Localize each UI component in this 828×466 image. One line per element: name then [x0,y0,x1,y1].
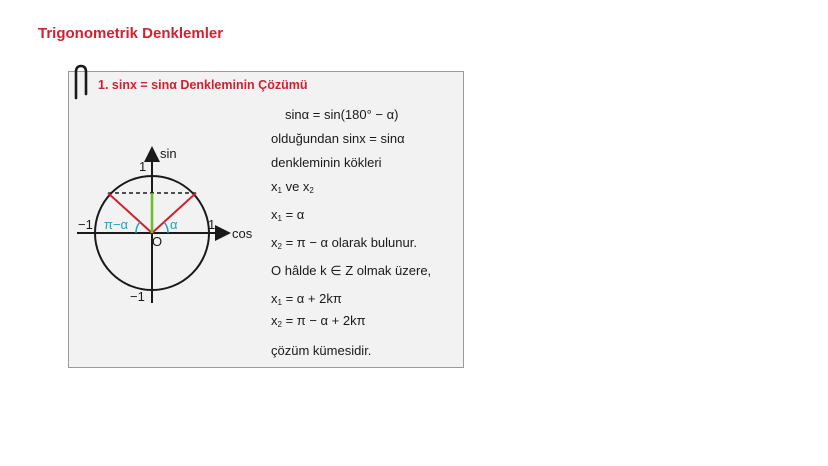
text-line-10: çözüm kümesidir. [271,343,372,358]
angle-label-pi-minus-alpha: π−α [104,217,129,232]
tick-label-pos-x: 1 [208,217,216,232]
text-line-5: $x_1 = \alpha$ [271,207,305,223]
text-line-8: $x_1 = \alpha + 2k\pi$ [271,291,342,307]
text-line-2: olduğundan sinx = sinα [271,131,405,146]
cos-axis-label: cos [232,226,253,241]
text-line-6: $x_2 = \pi - \alpha$ olarak bulunur. [271,235,417,251]
origin-label: O [152,234,163,249]
section-title: 1. sinx = sinα Denkleminin Çözümü [98,78,308,92]
angle-label-alpha: α [170,217,178,232]
tick-label-neg-x: −1 [78,217,93,232]
tick-label-neg-y: −1 [130,289,145,304]
paperclip-icon [70,62,90,102]
text-line-3: denkleminin kökleri [271,155,382,170]
angle-arc-alpha [164,222,168,233]
text-line-1: sinα = sin(180° − α) [285,107,399,122]
text-line-4: $x_1$ ve $x_2$ [271,179,314,195]
sin-axis-label: sin [160,146,177,161]
text-line-7: O hâlde k ∈ Z olmak üzere, [271,263,432,278]
angle-arc-pi-minus-alpha [136,222,140,233]
page-title: Trigonometrik Denklemler [38,25,224,42]
unit-circle-diagram [72,140,272,310]
tick-label-pos-y: 1 [139,159,147,174]
text-line-9: $x_2 = \pi - \alpha + 2k\pi$ [271,313,366,329]
